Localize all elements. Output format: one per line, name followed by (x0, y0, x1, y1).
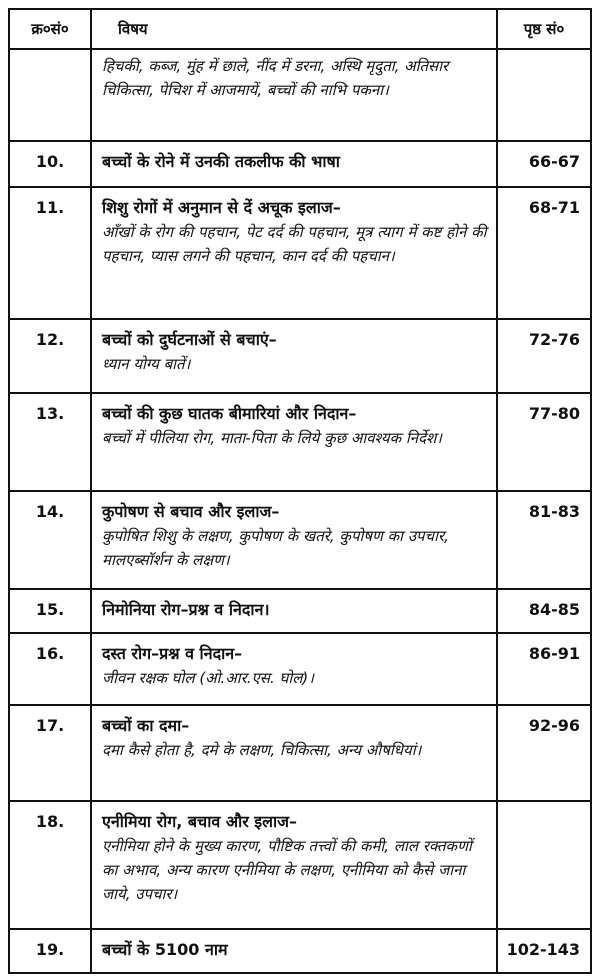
row-subject (91, 49, 497, 141)
table-row (9, 491, 591, 589)
row-description: दमा कैसे होता है, दमे के लक्षण, चिकित्सा, अन्य औषधियां। (102, 741, 422, 759)
row-number (9, 49, 91, 141)
row-number: 10. (9, 141, 91, 187)
row-subject (91, 633, 497, 705)
header-row (9, 9, 591, 49)
row-number: 14. (9, 491, 91, 589)
row-pages: 66-67 (497, 141, 591, 187)
row-description: एनीमिया होने के मुख्य कारण, पौष्टिक तत्त्वों की कमी, लाल रक्तकणों का अभाव, अन्य कारण एनीमिया के लक्षण, एनीमिया को कैसे जाना जाये, उपचार। (102, 837, 472, 903)
table-row (9, 801, 591, 929)
header-page-number: पृष्ठ सं० (497, 9, 591, 49)
row-pages: 86-91 (497, 633, 591, 705)
row-subject (91, 589, 497, 633)
row-subject (91, 141, 497, 187)
row-pages: 68-71 (497, 187, 591, 319)
row-subject (91, 491, 497, 589)
row-title: बच्चों की कुछ घातक बीमारियां और निदान– (102, 404, 357, 423)
row-pages: 81-83 (497, 491, 591, 589)
row-pages: 92-96 (497, 705, 591, 801)
table-row (9, 141, 591, 187)
row-title: बच्चों का दमा– (102, 716, 190, 735)
row-title: शिशु रोगों में अनुमान से दें अचूक इलाज– (102, 198, 341, 217)
row-title: निमोनिया रोग–प्रश्न व निदान। (102, 600, 270, 619)
table-row (9, 589, 591, 633)
header-subject: विषय (91, 9, 497, 49)
row-number: 19. (9, 929, 91, 973)
table-row (9, 929, 591, 973)
row-number: 18. (9, 801, 91, 929)
row-subject (91, 929, 497, 973)
row-title: बच्चों के 5100 नाम (102, 940, 228, 959)
table-row (9, 705, 591, 801)
row-pages: 102-143 (497, 929, 591, 973)
row-title: बच्चों के रोने में उनकी तकलीफ की भाषा (102, 152, 340, 171)
row-subject (91, 319, 497, 393)
row-description: बच्चों में पीलिया रोग, माता-पिता के लिये कुछ आवश्यक निर्देश। (102, 429, 442, 447)
row-subject (91, 187, 497, 319)
row-description: कुपोषित शिशु के लक्षण, कुपोषण के खतरे, कुपोषण का उपचार, मालएब्सॉर्शन के लक्षण। (102, 527, 449, 569)
table-row (9, 319, 591, 393)
row-number: 12. (9, 319, 91, 393)
contents-table (8, 8, 592, 974)
row-number: 16. (9, 633, 91, 705)
header-serial-number: क्र०सं० (9, 9, 91, 49)
row-number: 15. (9, 589, 91, 633)
row-description: आँखों के रोग की पहचान, पेट दर्द की पहचान, मूत्र त्याग में कष्ट होने की पहचान, प्यास लगने की पहचान, कान दर्द की पहचान। (102, 223, 487, 265)
row-pages: 84-85 (497, 589, 591, 633)
row-number: 11. (9, 187, 91, 319)
row-pages (497, 801, 591, 929)
row-title: दस्त रोग–प्रश्न व निदान– (102, 644, 243, 663)
row-pages: 72-76 (497, 319, 591, 393)
row-description: जीवन रक्षक घोल (ओ.आर.एस. घोल)। (102, 669, 314, 687)
table-row (9, 49, 591, 141)
row-subject (91, 801, 497, 929)
row-pages: 77-80 (497, 393, 591, 491)
table-row (9, 633, 591, 705)
row-number: 17. (9, 705, 91, 801)
row-title: बच्चों को दुर्घटनाओं से बचाएं– (102, 330, 277, 349)
row-subject (91, 393, 497, 491)
row-description: हिचकी, कब्ज, मुंह में छाले, नींद में डरना, अस्थि मृदुता, अतिसार चिकित्सा, पेचिश में आजमायें, बच्चों की नाभि पकना। (102, 57, 449, 99)
row-pages (497, 49, 591, 141)
table-row (9, 393, 591, 491)
row-subject (91, 705, 497, 801)
row-title: एनीमिया रोग, बचाव और इलाज– (102, 812, 298, 831)
table-row (9, 187, 591, 319)
row-number: 13. (9, 393, 91, 491)
row-title: कुपोषण से बचाव और इलाज– (102, 502, 280, 521)
row-description: ध्यान योग्य बातें। (102, 355, 191, 373)
